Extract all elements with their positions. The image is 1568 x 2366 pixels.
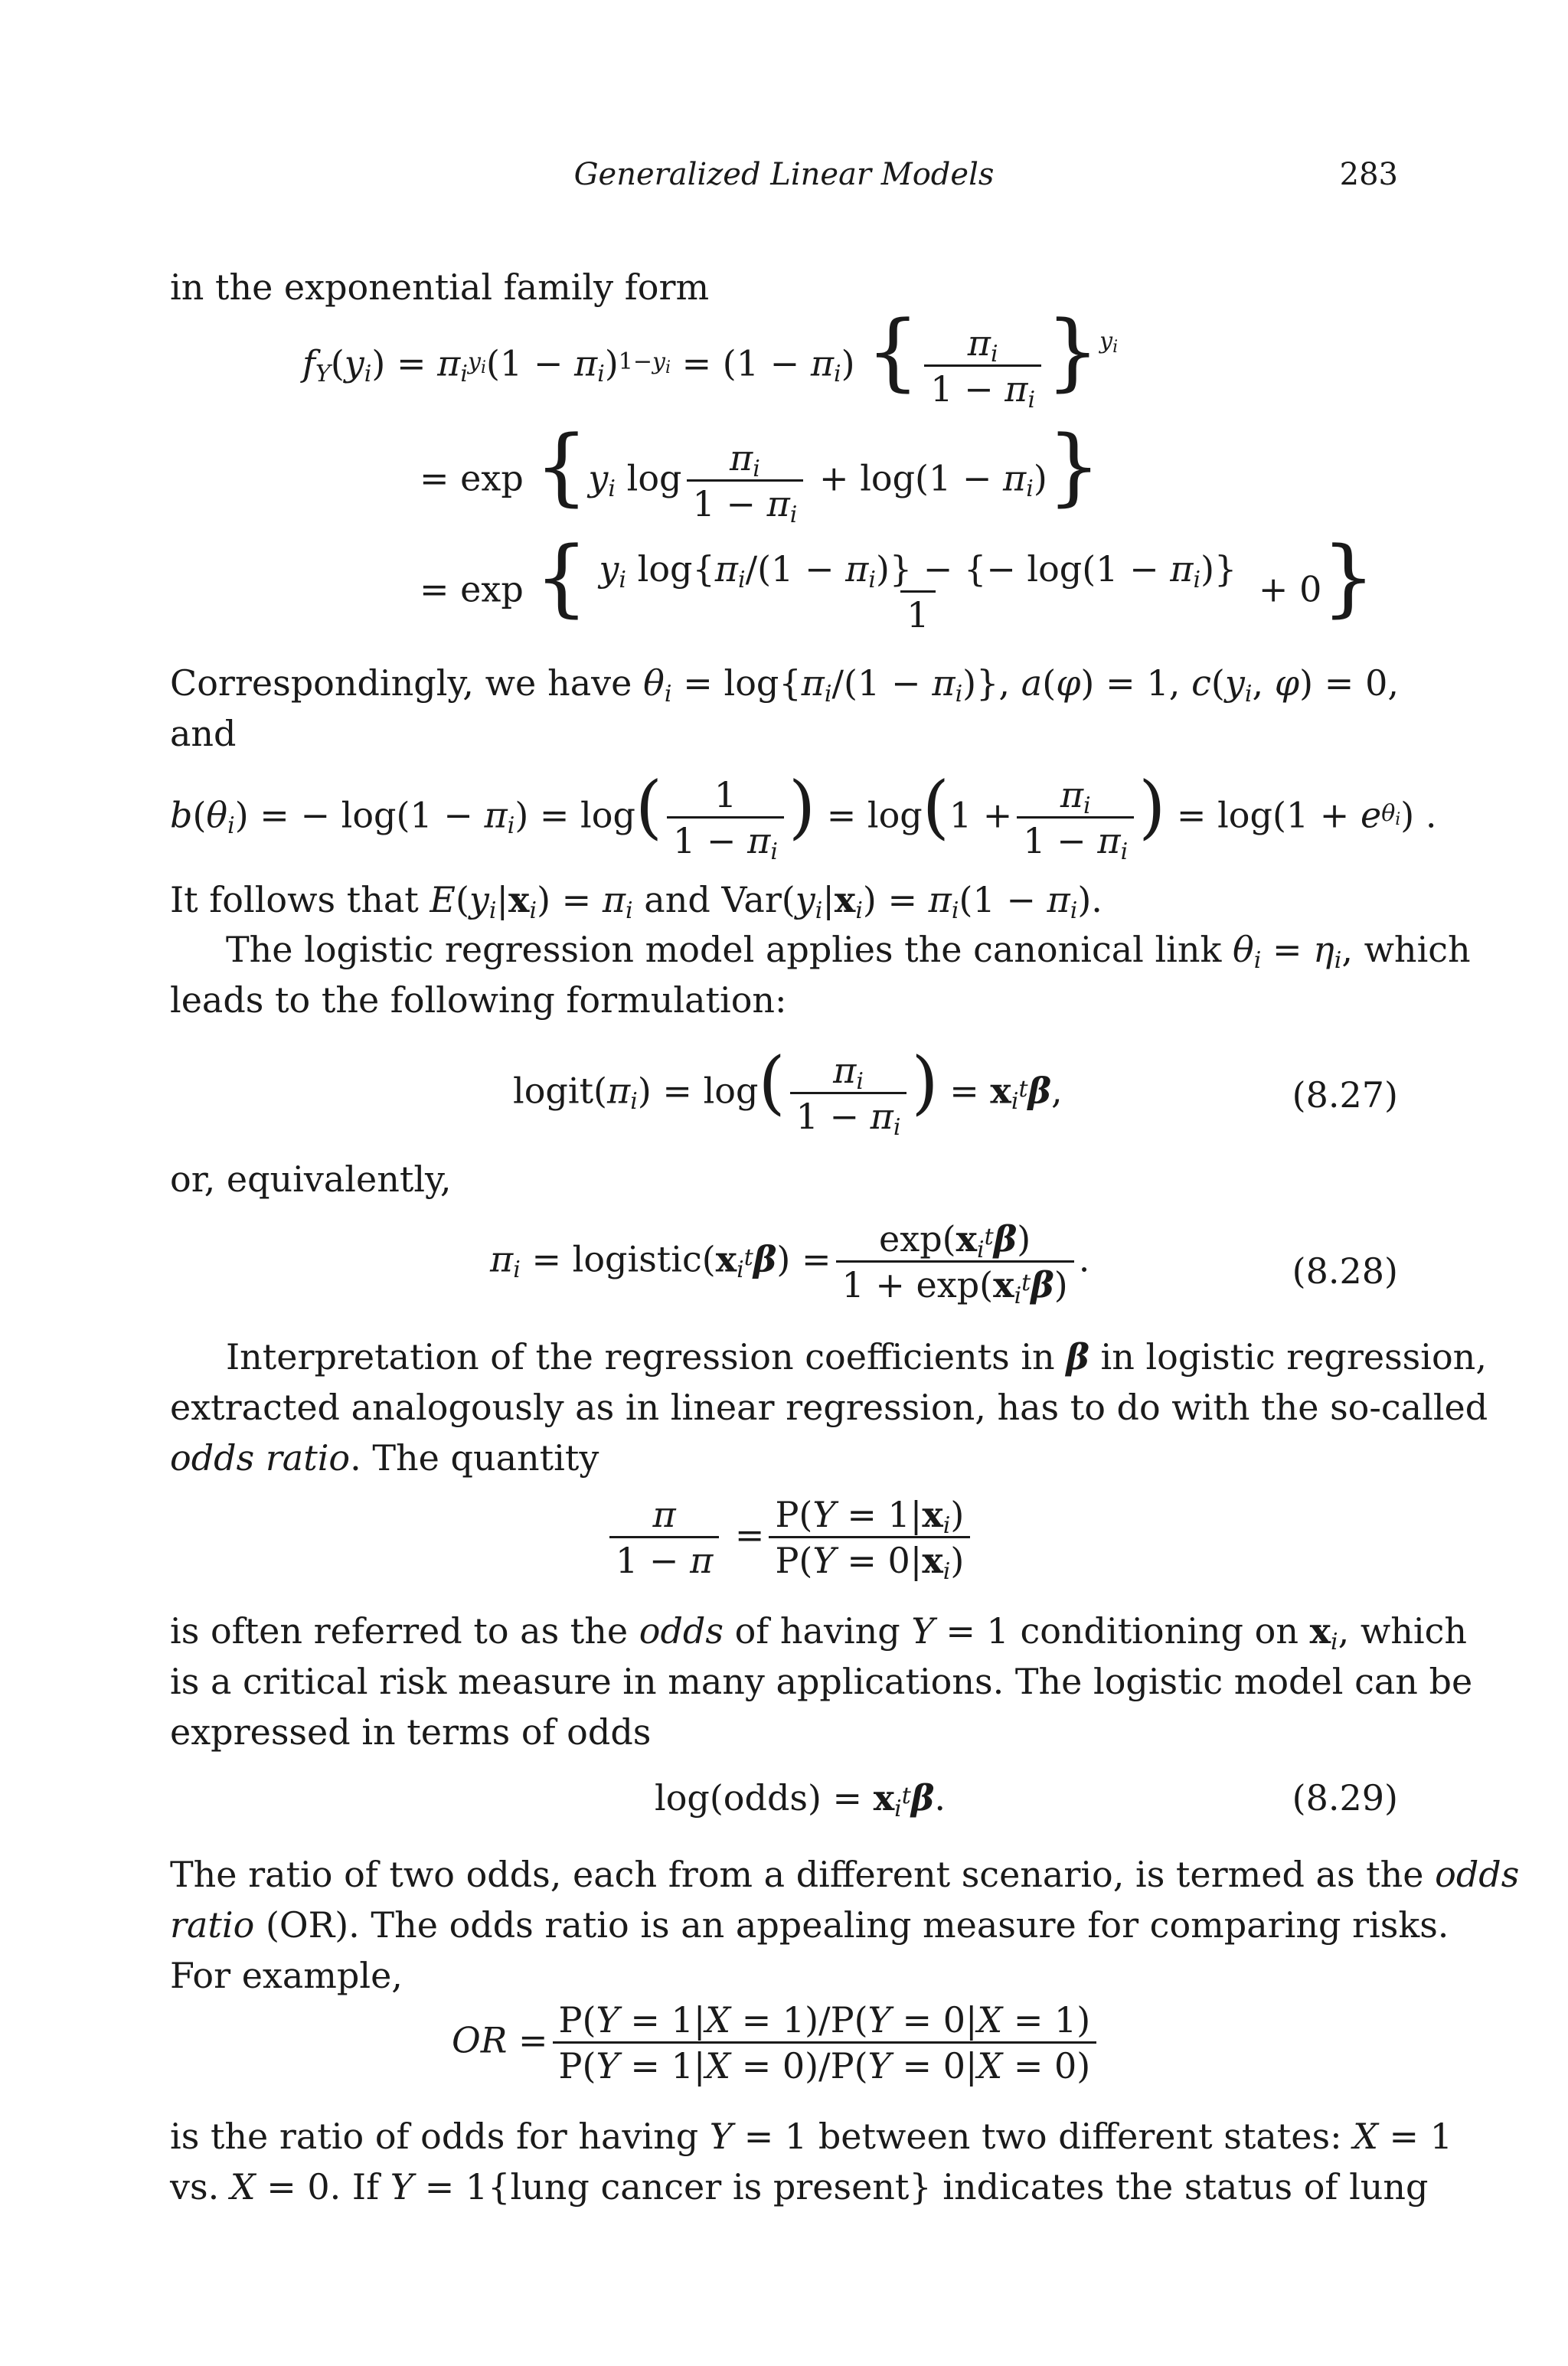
equation-number: (8.27) bbox=[1292, 1074, 1398, 1116]
text-line: is the ratio of odds for having Y = 1 between two different states: X = 1 bbox=[170, 2116, 1452, 2157]
equation-cumulant-b: $b(\theta_i)$ = − $\log(1 - \pi_i) = \log$( $\frac{1}{1 - \pi_i}$ ) = log(1 + $\frac{\pi_i}{1 - \pi_i}$ ) = $\log(1 + e^{\theta_i})$ . bbox=[170, 766, 1437, 865]
text-line: vs. X = 0. If Y = 1{lung cancer is present} indicates the status of lung bbox=[170, 2166, 1429, 2208]
equation-bernoulli-line1: $f_Y(y_i) = \pi_i^{y_i}(1 - \pi_i)^{1-y_i} = (1 - \pi_i)$ { $\frac{\pi_i}{1 - \pi_i}$ }$^{y_i}$ bbox=[302, 302, 1119, 413]
text-line: For example, bbox=[170, 1955, 403, 1996]
text-line: in the exponential family form bbox=[170, 266, 710, 308]
equation-log-odds: log(odds) = $x_i^t\beta$. bbox=[655, 1777, 946, 1822]
text-line: Interpretation of the regression coefficients in β in logistic regression, bbox=[226, 1336, 1487, 1377]
running-head bbox=[0, 157, 1568, 203]
text-line: ratio (OR). The odds ratio is an appealing measure for comparing risks. bbox=[170, 1904, 1449, 1946]
text-line: odds ratio. The quantity bbox=[170, 1437, 599, 1479]
text-line: is a critical risk measure in many applications. The logistic model can be bbox=[170, 1661, 1473, 1702]
equation-logistic: $\pi_i$ = $logistic(x_i^t\beta)$ = $\frac{\exp(x_i^t\beta)}{1 + \exp(x_i^t\beta)}$ . bbox=[490, 1218, 1090, 1309]
equation-number: (8.29) bbox=[1292, 1777, 1398, 1819]
text-line: It follows that $E(y_i|x_i) = \pi_i$ and $Var(y_i|x_i) = \pi_i(1 - \pi_i)$. bbox=[170, 879, 1102, 924]
equation-odds: $\frac{\pi}{1 - \pi}$ = $\frac{P(Y = 1|x_i)}{P(Y = 0|x_i)}$ bbox=[605, 1493, 975, 1583]
text-line: The logistic regression model applies the canonical link $\theta_i = \eta_i$, which bbox=[226, 929, 1471, 974]
text-line: and bbox=[170, 713, 237, 754]
equation-bernoulli-line3: = exp { $\frac{y_i \log\{\pi_i/(1 - \pi_i)\} - \{- \log(1 - \pi_i)\}}{1}$ + 0} bbox=[420, 528, 1376, 636]
equation-logit: $logit(\pi_i) = \log$( $\frac{\pi_i}{1 - \pi_i}$ ) = $x_i^t\beta$, bbox=[513, 1042, 1063, 1141]
text-line: extracted analogously as in linear regression, has to do with the so-called bbox=[170, 1387, 1488, 1428]
running-title: Generalized Linear Models bbox=[573, 157, 995, 192]
equation-number: (8.28) bbox=[1292, 1250, 1398, 1292]
text-line: or, equivalently, bbox=[170, 1158, 452, 1200]
equation-odds-ratio: OR = $\frac{P(Y = 1|X = 1)/P(Y = 0|X = 1)}{P(Y = 1|X = 0)/P(Y = 0|X = 0)}$ bbox=[452, 1998, 1101, 2088]
text-line: is often referred to as the odds of having Y = 1 conditioning on $x_i$, which bbox=[170, 1610, 1467, 1655]
page-number: 283 bbox=[1339, 157, 1398, 192]
text-line: expressed in terms of odds bbox=[170, 1711, 652, 1753]
text-line: leads to the following formulation: bbox=[170, 979, 787, 1021]
text-line: Correspondingly, we have $\theta_i = \log\{\pi_i/(1 - \pi_i)\}$, a(φ) = 1, $c(y_i$, φ) = 0, bbox=[170, 662, 1400, 708]
text-line: The ratio of two odds, each from a different scenario, is termed as the odds bbox=[170, 1854, 1520, 1895]
equation-bernoulli-line2: = $\exp \{y_i$ log $\frac{\pi_i}{1 - \pi_i}$ + $\log(1 - \pi_i)$} bbox=[420, 417, 1101, 528]
